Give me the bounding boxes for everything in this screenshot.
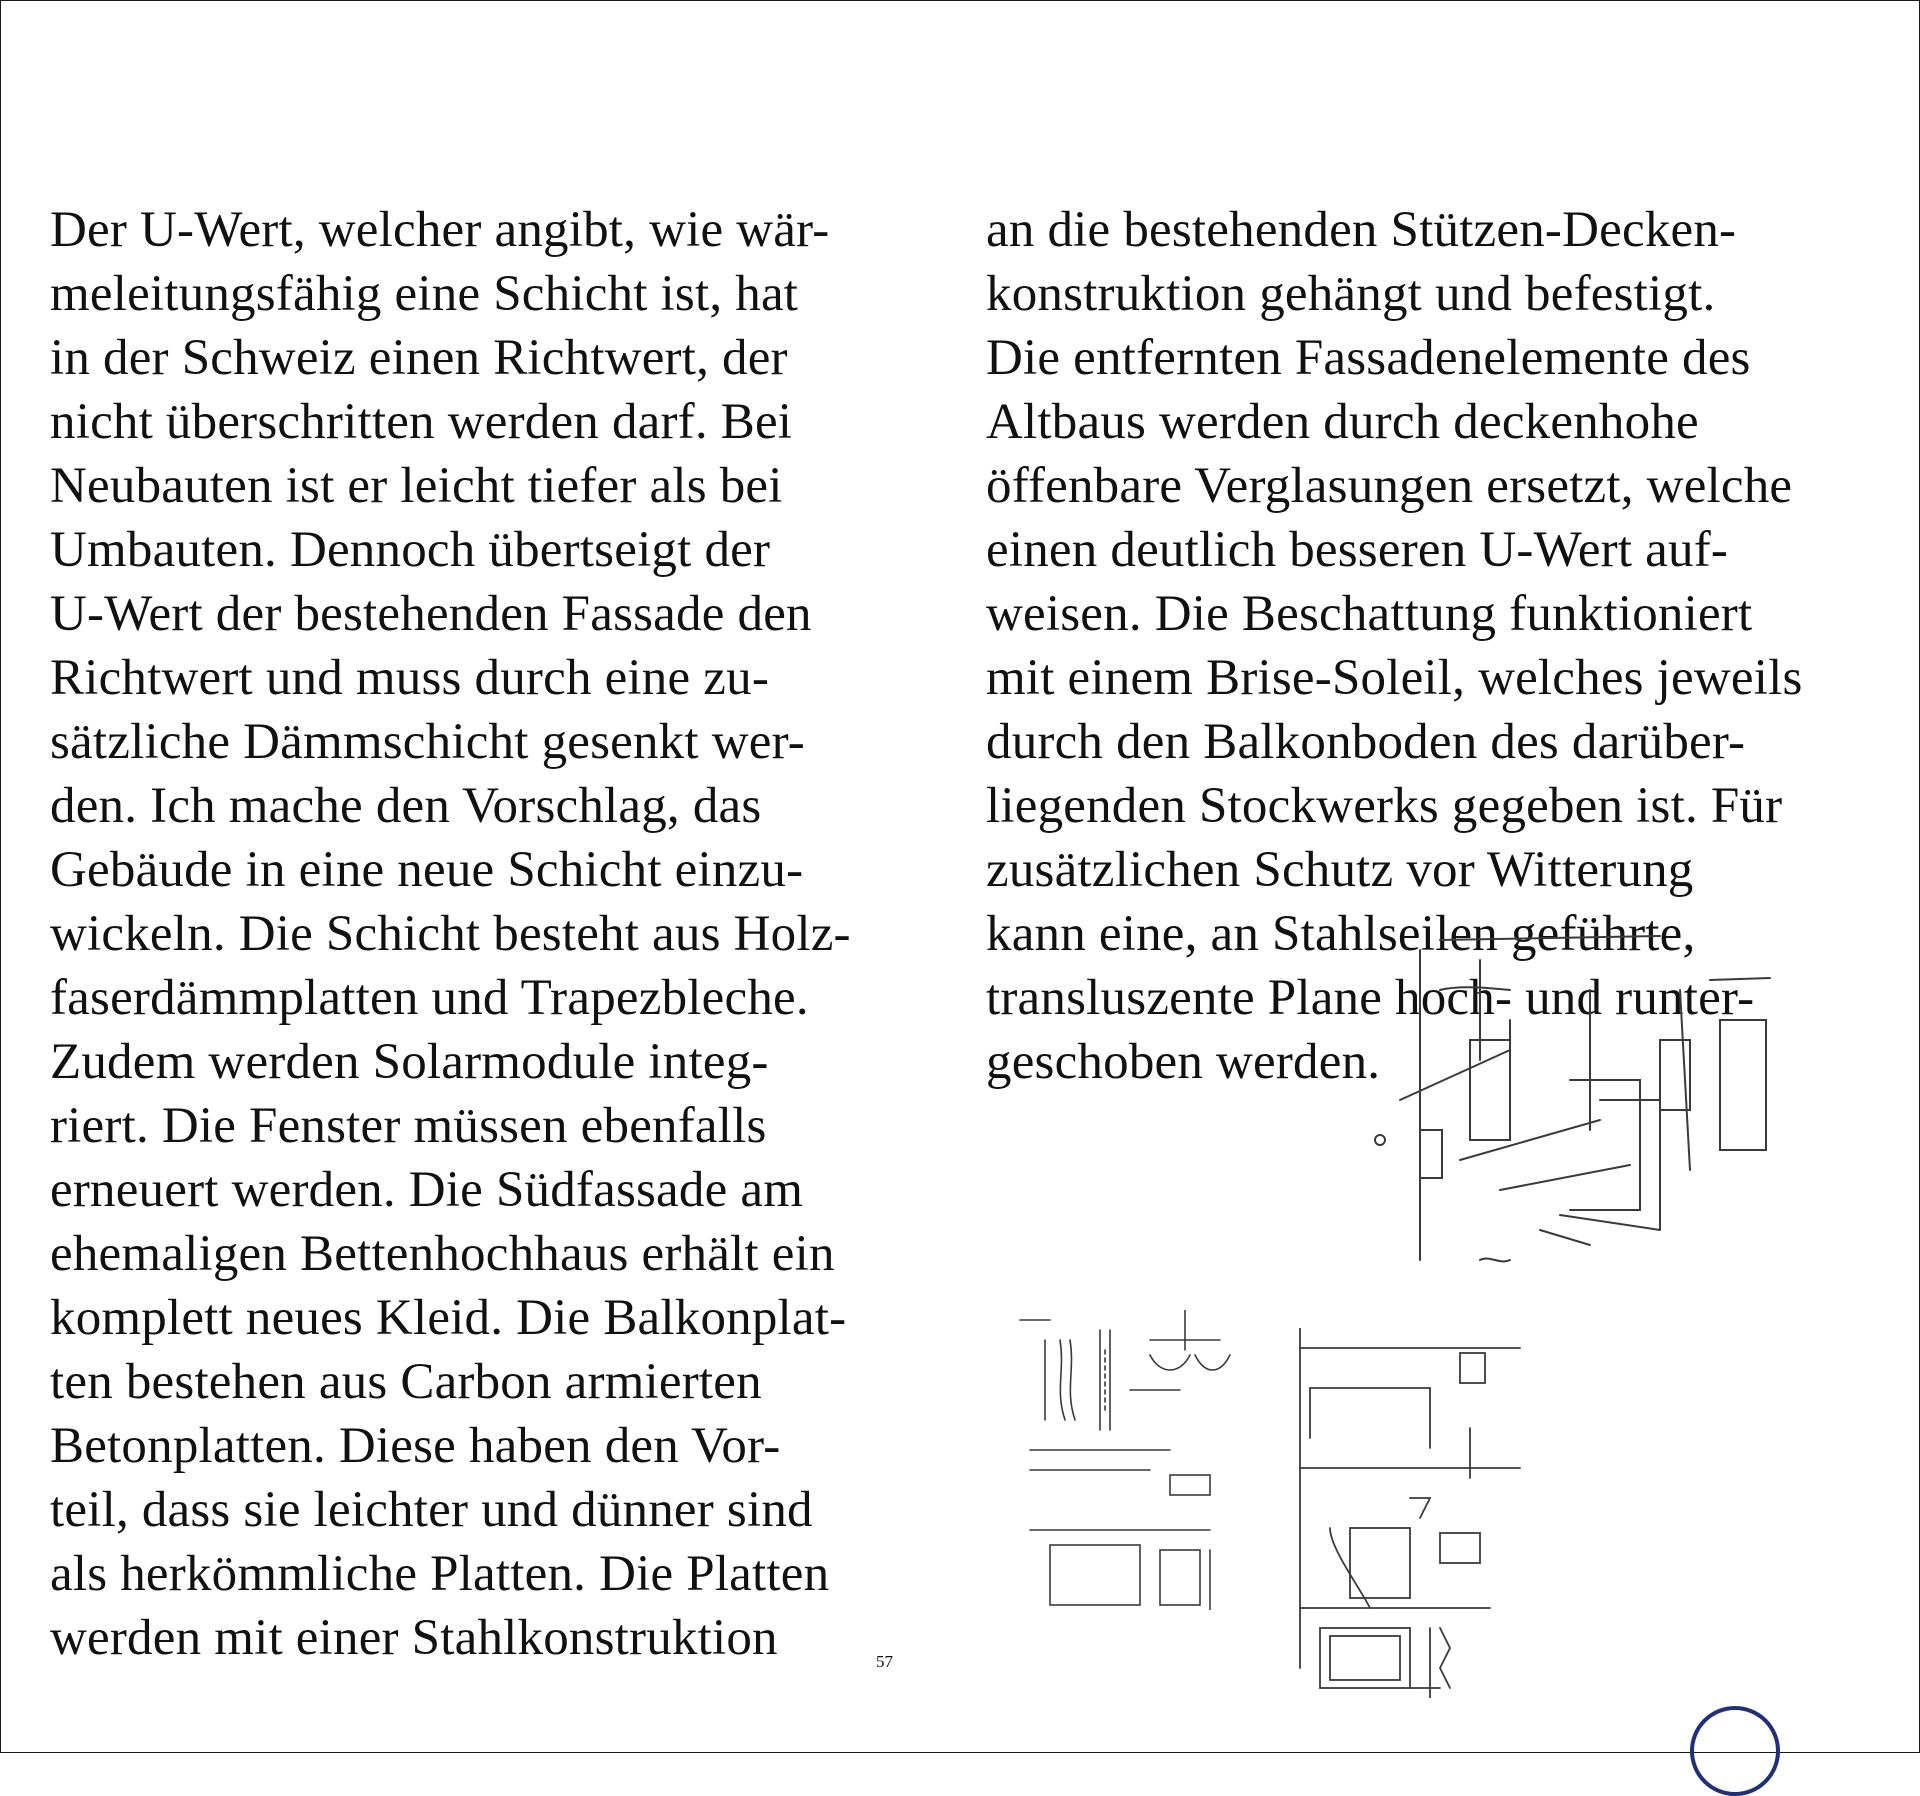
text-line: Zudem werden Solarmodule integ- <box>50 1034 769 1090</box>
text-line: transluszente Plane hoch- und runter- <box>986 970 1755 1026</box>
text-line: durch den Balkonboden des darüber- <box>986 714 1746 770</box>
text-line: ten bestehen aus Carbon armierten <box>50 1354 762 1410</box>
text-line: zusätzlichen Schutz vor Witterung <box>986 842 1694 898</box>
text-line: geschoben werden. <box>986 1034 1381 1090</box>
text-line: an die bestehenden Stützen-Decken- <box>986 202 1737 258</box>
text-line: als herkömmliche Platten. Die Platten <box>50 1546 830 1602</box>
corner-badge <box>1690 1706 1780 1796</box>
text-line: Betonplatten. Diese haben den Vor- <box>50 1418 781 1474</box>
text-line: werden mit einer Stahlkonstruktion <box>50 1610 778 1666</box>
text-line: den. Ich mache den Vorschlag, das <box>50 778 762 834</box>
text-line: teil, dass sie leichter und dünner sind <box>50 1482 813 1538</box>
text-line: U-Wert der bestehenden Fassade den <box>50 586 812 642</box>
text-line: nicht überschritten werden darf. Bei <box>50 394 793 450</box>
text-line: liegenden Stockwerks gegeben ist. Für <box>986 778 1783 834</box>
plan-sketch-right <box>1290 1328 1570 1698</box>
facade-section-sketch <box>1360 930 1780 1270</box>
text-line: Neubauten ist er leicht tiefer als bei <box>50 458 783 514</box>
text-line: faserdämmplatten und Trapezbleche. <box>50 970 809 1026</box>
text-line: riert. Die Fenster müssen ebenfalls <box>50 1098 767 1154</box>
text-line: komplett neues Kleid. Die Balkonplat- <box>50 1290 847 1346</box>
text-line: Altbaus werden durch deckenhohe <box>986 394 1699 450</box>
text-line: sätzliche Dämmschicht gesenkt wer- <box>50 714 805 770</box>
text-line: Der U-Wert, welcher angibt, wie wär- <box>50 202 830 258</box>
text-line: in der Schweiz einen Richtwert, der <box>50 330 788 386</box>
text-line: weisen. Die Beschattung funktioniert <box>986 586 1753 642</box>
text-line: mit einem Brise-Soleil, welches jeweils <box>986 650 1803 706</box>
text-line: öffenbare Verglasungen ersetzt, welche <box>986 458 1793 514</box>
detail-sketch-left <box>1010 1310 1250 1610</box>
text-line: konstruktion gehängt und befestigt. <box>986 266 1716 322</box>
text-line: ehemaligen Bettenhochhaus erhält ein <box>50 1226 835 1282</box>
text-line: Umbauten. Dennoch übertseigt der <box>50 522 771 578</box>
page-number: 57 <box>876 1652 893 1671</box>
text-line: wickeln. Die Schicht besteht aus Holz- <box>50 906 851 962</box>
text-line: meleitungsfähig eine Schicht ist, hat <box>50 266 799 322</box>
text-column-left <box>50 198 851 1670</box>
text-line: Gebäude in eine neue Schicht einzu- <box>50 842 804 898</box>
text-line: einen deutlich besseren U-Wert auf- <box>986 522 1729 578</box>
text-line: erneuert werden. Die Südfassade am <box>50 1162 804 1218</box>
text-line: kann eine, an Stahlseilen geführte, <box>986 906 1696 962</box>
text-line: Die entfernten Fassadenelemente des <box>986 330 1751 386</box>
text-line: Richtwert und muss durch eine zu- <box>50 650 770 706</box>
